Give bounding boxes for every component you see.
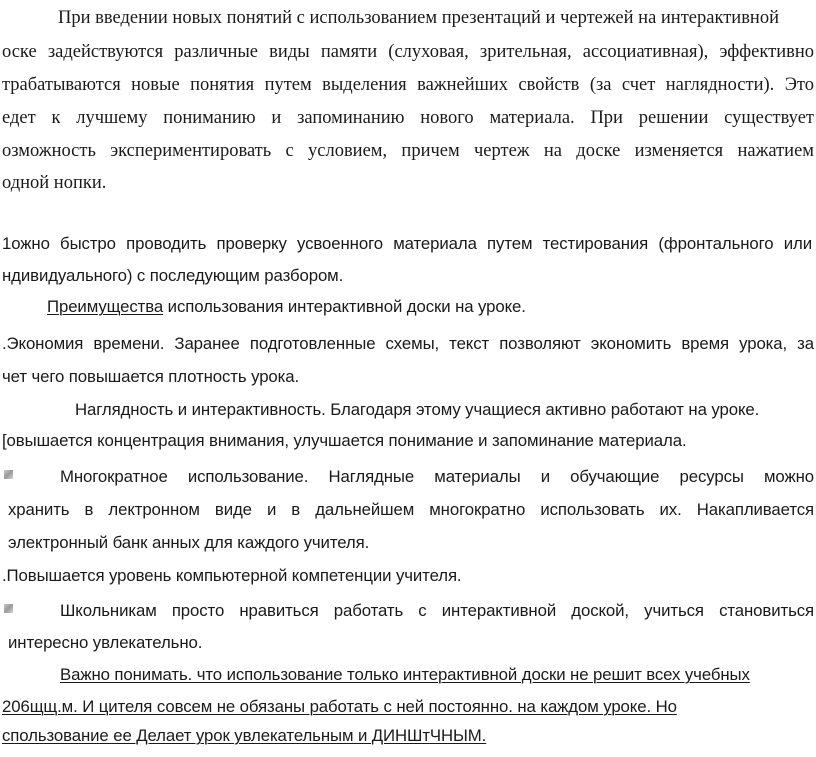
visibility-line-1: Наглядность и интерактивность. Благодаря этому учащиеся активно работают на уроке. bbox=[75, 400, 760, 419]
intro-line-4: едет к лучшему пониманию и запоминанию нового материала. При решении существует bbox=[2, 108, 814, 128]
bullet-square-icon bbox=[4, 604, 13, 613]
intro-line-5: озможность экспериментировать с условием, причем чертеж на доске изменяется нажатием bbox=[2, 141, 814, 161]
economy-line-2: чет чего повышается плотность урока. bbox=[2, 367, 300, 386]
reuse-line-2: хранить в лектронном виде и в дальнейшем многократно использовать их. Накапливается bbox=[8, 500, 814, 519]
intro-line-3: трабатываются новые понятия путем выделения важнейших свойств (за счет наглядности). Это bbox=[2, 75, 814, 95]
reuse-line-3: электронный банк анных для каждого учителя. bbox=[8, 533, 370, 552]
important-line-1: Важно понимать. что использование только интерактивной доски не решит всех учебных bbox=[60, 665, 750, 684]
competence-line: .Повышается уровень компьютерной компетенции учителя. bbox=[2, 566, 462, 585]
testing-line-2: ндивидуального) с последующим разбором. bbox=[2, 266, 344, 285]
students-line-2: интересно увлекательно. bbox=[8, 633, 203, 652]
advantages-heading bbox=[47, 296, 526, 318]
important-line-3: спользование ее Делает урок увлекательным и ДИНШтЧНЫМ. bbox=[2, 726, 487, 745]
intro-line-6: одной нопки. bbox=[2, 173, 107, 193]
advantages-heading-rest: использования интерактивной доски на уроке. bbox=[163, 297, 526, 316]
visibility-line-2: [овышается концентрация внимания, улучшается понимание и запоминание материала. bbox=[2, 431, 687, 450]
testing-line-1: 1ожно быстро проводить проверку усвоенного материала путем тестирования (фронтального или bbox=[2, 234, 812, 253]
students-line-1: Школьникам просто нравиться работать с интерактивной доской, учиться становиться bbox=[60, 601, 814, 620]
bullet-square-icon bbox=[4, 470, 13, 479]
intro-line-1: При введении новых понятий с использованием презентаций и чертежей на интерактивной bbox=[58, 8, 779, 28]
reuse-line-1: Многократное использование. Наглядные материалы и обучающие ресурсы можно bbox=[60, 467, 814, 486]
economy-line-1: .Экономия времени. Заранее подготовленные схемы, текст позволяют экономить время урока, за bbox=[2, 334, 814, 353]
important-line-2: 206щщ.м. И цителя совсем не обязаны работать с ней постоянно. на каждом уроке. Но bbox=[2, 697, 677, 716]
advantages-heading-underlined: Преимущества bbox=[47, 297, 164, 316]
intro-line-2: оске задействуются различные виды памяти (слуховая, зрительная, ассоциативная), эффективно bbox=[2, 42, 814, 62]
